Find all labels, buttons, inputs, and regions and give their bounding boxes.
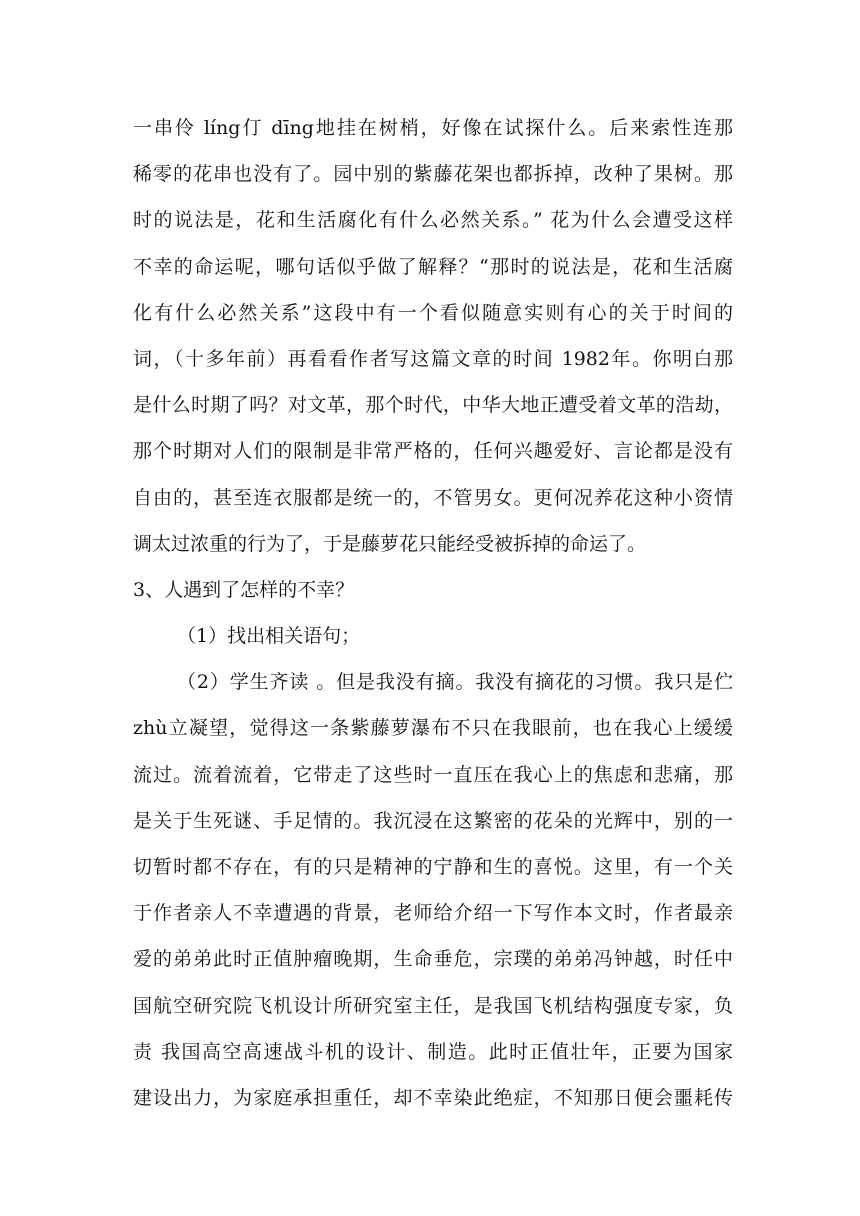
list-item: （1）找出相关语句； xyxy=(177,625,361,648)
list-item: （2）学生齐读 。但是我没有摘。我没有摘花的习惯。我只是伫 xyxy=(177,671,733,694)
text-line: 流过。流着流着，它带走了这些时一直压在我心上的焦虑和悲痛，那 xyxy=(133,763,733,786)
text-line: 那个时期对人们的限制是非常严格的，任何兴趣爱好、言论都是没有 xyxy=(133,440,733,463)
text-line: 不幸的命运呢，哪句话似乎做了解释？“那时的说法是，花和生活腐 xyxy=(133,255,733,278)
text-line: 国航空研究院飞机设计所研究室主任，是我国飞机结构强度专家，负 xyxy=(133,994,733,1017)
text-line: 建设出力，为家庭承担重任，却不幸染此绝症，不知那日便会噩耗传 xyxy=(133,1086,733,1109)
text-line: 于作者亲人不幸遭遇的背景，老师给介绍一下写作本文时，作者最亲 xyxy=(133,902,733,925)
text-line: 一串伶 líng仃 dīng地挂在树梢，好像在试探什么。后来索性连那 xyxy=(133,117,733,139)
document-body xyxy=(133,105,733,1121)
section-heading: 3、人遇到了怎样的不幸？ xyxy=(133,578,355,601)
text-line: 稀零的花串也没有了。园中别的紫藤花架也都拆掉，改种了果树。那 xyxy=(133,163,733,186)
text-line: zhù立凝望，觉得这一条紫藤萝瀑布不只在我眼前，也在我心上缓缓 xyxy=(133,717,733,740)
text-line: 自由的，甚至连衣服都是统一的，不管男女。更何况养花这种小资情 xyxy=(133,486,733,509)
text-line: 词，（十多年前）再看看作者写这篇文章的时间 1982年。你明白那 xyxy=(133,347,733,370)
text-line: 调太过浓重的行为了，于是藤萝花只能经受被拆掉的命运了。 xyxy=(133,532,647,555)
text-line: 切暂时都不存在，有的只是精神的宁静和生的喜悦。这里，有一个关 xyxy=(133,856,733,878)
text-line: 是什么时期了吗？对文革，那个时代，中华大地正遭受着文革的浩劫， xyxy=(133,394,733,417)
text-line: 爱的弟弟此时正值肿瘤晚期，生命垂危，宗璞的弟弟冯钟越，时任中 xyxy=(133,948,733,971)
text-line: 是关于生死谜、手足情的。我沉浸在这繁密的花朵的光辉中，别的一 xyxy=(133,809,733,832)
text-line: 责 我国高空高速战斗机的设计、制造。此时正值壮年，正要为国家 xyxy=(133,1040,733,1063)
text-line: 时的说法是，花和生活腐化有什么必然关系。” 花为什么会遭受这样 xyxy=(133,209,733,232)
text-line: 化有什么必然关系”这段中有一个看似随意实则有心的关于时间的 xyxy=(133,301,733,324)
